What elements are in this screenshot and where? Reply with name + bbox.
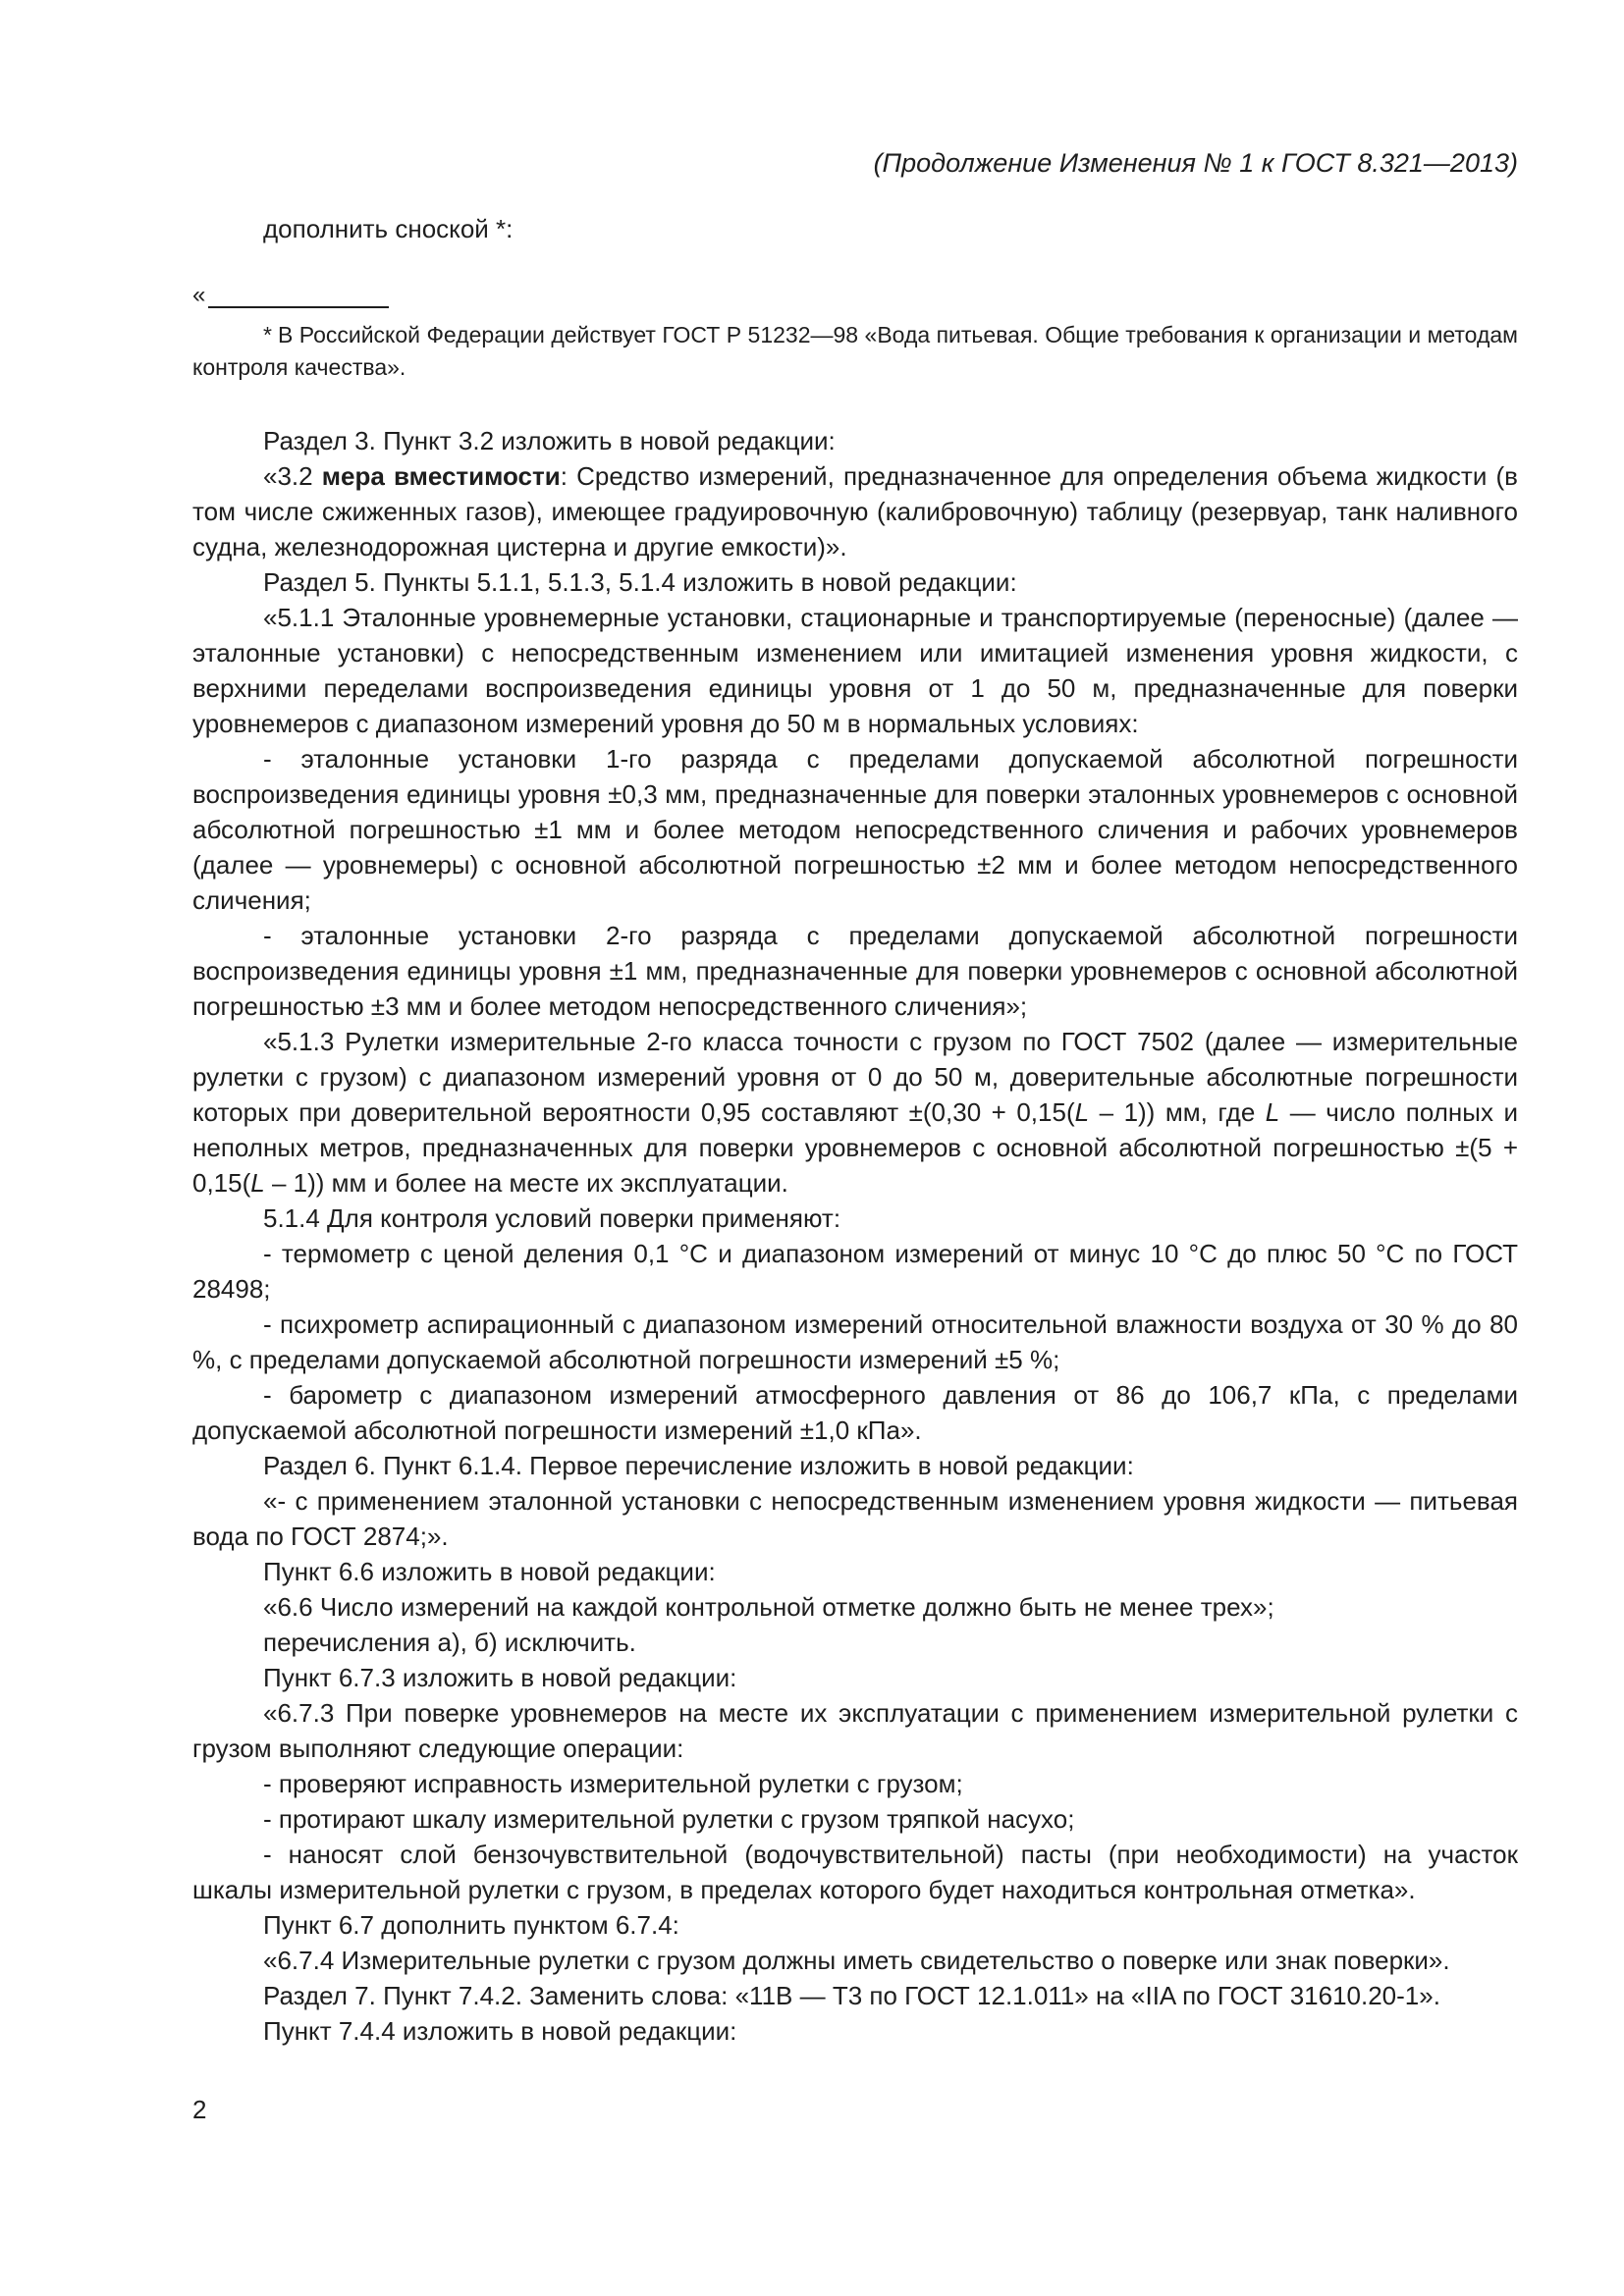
- footnote-rule: [208, 306, 389, 308]
- footnote: [192, 319, 1518, 384]
- defined-term: мера вместимости: [321, 461, 561, 491]
- definition-text: : Средство измерений, предназначенное для определения объема жидкости (в том числе сжиженных газов), имеющее градуировочную (калибровочную) таблицу (резервуар, танк наливного судна, железнодорожная цистерна и другие емкости)».: [192, 461, 1518, 561]
- spacer: [192, 384, 1518, 423]
- list-item: - барометр с диапазоном измерений атмосферного давления от 86 до 106,7 кПа, с пределами допускаемой абсолютной погрешности измерений ±1,0 кПа».: [192, 1380, 1518, 1445]
- instruction-6-6: Пункт 6.6 изложить в новой редакции:: [263, 1557, 716, 1586]
- definition-prefix: «3.2: [263, 461, 322, 491]
- paragraph-5-1-4: 5.1.4 Для контроля условий поверки применяют:: [263, 1203, 841, 1233]
- footnote-separator: [192, 276, 1518, 319]
- list-item: - проверяют исправность измерительной рулетки с грузом;: [263, 1769, 963, 1798]
- paragraph-6-7-4: «6.7.4 Измерительные рулетки с грузом должны иметь свидетельство о поверке или знак поверки».: [263, 1946, 1450, 1975]
- exclusion-line: перечисления а), б) исключить.: [263, 1628, 636, 1657]
- variable-l: L: [1265, 1097, 1280, 1127]
- instruction-6-7-3: Пункт 6.7.3 изложить в новой редакции:: [263, 1663, 737, 1692]
- variable-l: L: [250, 1168, 265, 1198]
- section6-instruction: Раздел 6. Пункт 6.1.4. Первое перечисление изложить в новой редакции:: [263, 1451, 1134, 1480]
- definition-3-2: [192, 458, 1518, 564]
- footnote-marker: *: [263, 322, 272, 347]
- section5-instruction: Раздел 5. Пункты 5.1.1, 5.1.3, 5.1.4 изложить в новой редакции:: [263, 567, 1017, 597]
- section7-instruction: Раздел 7. Пункт 7.4.2. Заменить слова: «11В — Т3 по ГОСТ 12.1.011» на «IIA по ГОСТ 31610.20-1».: [263, 1981, 1440, 2010]
- text-run: – 1)) мм, где: [1089, 1097, 1266, 1127]
- paragraph-5-1-3: [192, 1024, 1518, 1201]
- list-item: - термометр с ценой деления 0,1 °С и диапазоном измерений от минус 10 °С до плюс 50 °С по ГОСТ 28498;: [192, 1239, 1518, 1304]
- footnote-text: В Российской Федерации действует ГОСТ Р 51232—98 «Вода питьевая. Общие требования к организации и методам контроля качества».: [192, 322, 1518, 380]
- paragraph-5-1-1: «5.1.1 Эталонные уровнемерные установки, стационарные и транспортируемые (переносные) (далее — эталонные установки) с непосредственным изменением или имитацией изменения уровня жидкости, с верхними переделами воспроизведения единицы уровня от 1 до 50 м, предназначенные для поверки уровнемеров с диапазоном измерений уровня до 50 м в нормальных условиях:: [192, 603, 1518, 738]
- running-header: (Продолжение Изменения № 1 к ГОСТ 8.321—2013): [873, 148, 1518, 178]
- page-number: 2: [192, 2095, 207, 2124]
- text-run: — число полных и неполных метров, предназначенных для поверки уровнемеров с основной абсолютной погрешностью ±(5 + 0,15(: [192, 1097, 1518, 1198]
- paragraph-6-7-3: «6.7.3 При поверке уровнемеров на месте их эксплуатации с применением измерительной рулетки с грузом выполняют следующие операции:: [192, 1698, 1518, 1763]
- paragraph-6-1-4: «- с применением эталонной установки с непосредственным изменением уровня жидкости — питьевая вода по ГОСТ 2874;».: [192, 1486, 1518, 1551]
- paragraph-6-6: «6.6 Число измерений на каждой контрольной отметке должно быть не менее трех»;: [263, 1592, 1274, 1622]
- list-item: - эталонные установки 2-го разряда с пределами допускаемой абсолютной погрешности воспроизведения единицы уровня ±1 мм, предназначенные для поверки уровнемеров с основной абсолютной погрешностью ±3 мм и более методом непосредственного сличения»;: [192, 921, 1518, 1021]
- list-item: - протирают шкалу измерительной рулетки с грузом тряпкой насухо;: [263, 1804, 1075, 1834]
- page-body: [192, 211, 1518, 2049]
- intro-line: дополнить сноской *:: [263, 214, 514, 243]
- variable-l: L: [1074, 1097, 1090, 1127]
- section3-instruction: Раздел 3. Пункт 3.2 изложить в новой редакции:: [263, 426, 836, 455]
- list-item: - психрометр аспирационный с диапазоном измерений относительной влажности воздуха от 30 % до 80 %, с пределами допускаемой абсолютной погрешности измерений ±5 %;: [192, 1309, 1518, 1374]
- list-item: - эталонные установки 1-го разряда с пределами допускаемой абсолютной погрешности воспроизведения единицы уровня ±0,3 мм, предназначенные для поверки эталонных уровнемеров с основной абсолютной погрешностью ±1 мм и более методом непосредственного сличения и рабочих уровнемеров (далее — уровнемеры) с основной абсолютной погрешностью ±2 мм и более методом непосредственного сличения;: [192, 744, 1518, 915]
- instruction-6-7: Пункт 6.7 дополнить пунктом 6.7.4:: [263, 1910, 679, 1940]
- footnote-open-quote: «: [192, 282, 206, 308]
- text-run: «5.1.3 Рулетки измерительные 2-го класса точности с грузом по ГОСТ 7502 (далее — измерительные рулетки с грузом) с диапазоном измерений уровня от 0 до 50 м, доверительные абсолютные погрешности которых при доверительной вероятности 0,95 составляют ±(0,30 + 0,15(: [192, 1027, 1518, 1127]
- instruction-7-4-4: Пункт 7.4.4 изложить в новой редакции:: [263, 2016, 737, 2046]
- list-item: - наносят слой бензочувствительной (водочувствительной) пасты (при необходимости) на участок шкалы измерительной рулетки с грузом, в пределах которого будет находиться контрольная отметка».: [192, 1840, 1518, 1904]
- text-run: – 1)) мм и более на месте их эксплуатации.: [264, 1168, 788, 1198]
